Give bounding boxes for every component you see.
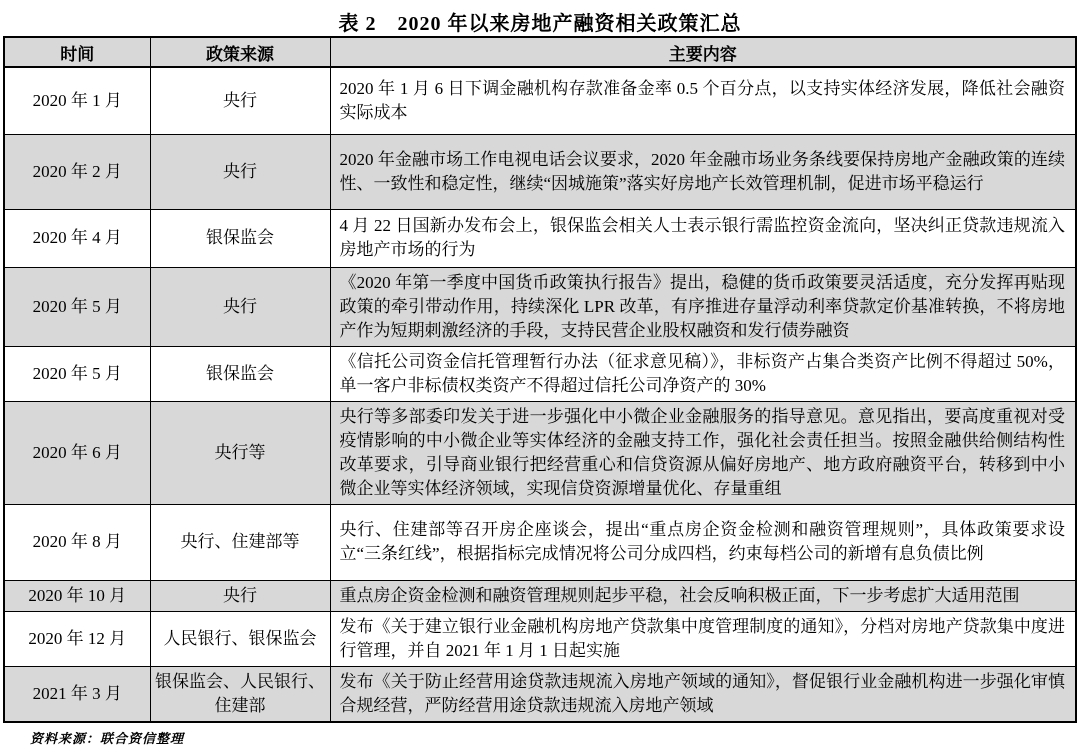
table-row	[4, 401, 1076, 504]
policy-table	[3, 36, 1077, 723]
cell-content: 《信托公司资金信托管理暂行办法（征求意见稿）》，非标资产占集合类资产比例不得超过 50%，单一客户非标债权类资产不得超过信托公司净资产的 30%	[330, 346, 1076, 401]
table-row	[4, 346, 1076, 401]
col-header-content: 主要内容	[330, 37, 1076, 67]
table-row	[4, 134, 1076, 209]
cell-source: 央行	[150, 67, 330, 134]
cell-source: 银保监会	[150, 346, 330, 401]
cell-time: 2020 年 8 月	[4, 504, 150, 580]
col-header-source: 政策来源	[150, 37, 330, 67]
cell-source: 央行	[150, 580, 330, 611]
cell-time: 2020 年 5 月	[4, 267, 150, 346]
cell-source: 央行	[150, 267, 330, 346]
cell-time: 2020 年 1 月	[4, 67, 150, 134]
cell-content: 发布《关于建立银行业金融机构房地产贷款集中度管理制度的通知》，分档对房地产贷款集中度进行管理，并自 2021 年 1 月 1 日起实施	[330, 611, 1076, 666]
cell-content: 2020 年 1 月 6 日下调金融机构存款准备金率 0.5 个百分点，以支持实体经济发展，降低社会融资实际成本	[330, 67, 1076, 134]
cell-content: 央行、住建部等召开房企座谈会，提出“重点房企资金检测和融资管理规则”，具体政策要求设立“三条红线”，根据指标完成情况将公司分成四档，约束每档公司的新增有息负债比例	[330, 504, 1076, 580]
col-header-time: 时间	[4, 37, 150, 67]
cell-source: 央行、住建部等	[150, 504, 330, 580]
cell-time: 2020 年 12 月	[4, 611, 150, 666]
cell-source: 央行等	[150, 401, 330, 504]
cell-content: 发布《关于防止经营用途贷款违规流入房地产领域的通知》，督促银行业金融机构进一步强化审慎合规经营，严防经营用途贷款违规流入房地产领域	[330, 666, 1076, 722]
table-header-row	[4, 37, 1076, 67]
table-row	[4, 267, 1076, 346]
cell-content: 央行等多部委印发关于进一步强化中小微企业金融服务的指导意见。意见指出，要高度重视对受疫情影响的中小微企业等实体经济的金融支持工作，强化社会责任担当。按照金融供给侧结构性改革要求，引导商业银行把经营重心和信贷资源从偏好房地产、地方政府融资平台，转移到中小微企业等实体经济领域，实现信贷资源增量优化、存量重组	[330, 401, 1076, 504]
source-note: 资料来源：联合资信整理	[30, 730, 185, 746]
cell-time: 2020 年 2 月	[4, 134, 150, 209]
cell-content: 4 月 22 日国新办发布会上，银保监会相关人士表示银行需监控资金流向，坚决纠正贷款违规流入房地产市场的行为	[330, 209, 1076, 267]
table-row	[4, 666, 1076, 722]
cell-time: 2020 年 4 月	[4, 209, 150, 267]
cell-source: 央行	[150, 134, 330, 209]
cell-content: 重点房企资金检测和融资管理规则起步平稳，社会反响积极正面，下一步考虑扩大适用范围	[330, 580, 1076, 611]
table-row	[4, 504, 1076, 580]
table-row	[4, 580, 1076, 611]
cell-source: 银保监会	[150, 209, 330, 267]
cell-time: 2020 年 10 月	[4, 580, 150, 611]
table-row	[4, 611, 1076, 666]
cell-source: 银保监会、人民银行、住建部	[150, 666, 330, 722]
table-row	[4, 209, 1076, 267]
cell-time: 2021 年 3 月	[4, 666, 150, 722]
cell-source: 人民银行、银保监会	[150, 611, 330, 666]
table-row	[4, 67, 1076, 134]
table-title: 表 2 2020 年以来房地产融资相关政策汇总	[338, 13, 742, 35]
cell-time: 2020 年 5 月	[4, 346, 150, 401]
cell-content: 2020 年金融市场工作电视电话会议要求，2020 年金融市场业务条线要保持房地产金融政策的连续性、一致性和稳定性，继续“因城施策”落实好房地产长效管理机制，促进市场平稳运行	[330, 134, 1076, 209]
cell-time: 2020 年 6 月	[4, 401, 150, 504]
cell-content: 《2020 年第一季度中国货币政策执行报告》提出，稳健的货币政策要灵活适度，充分发挥再贴现政策的牵引带动作用，持续深化 LPR 改革，有序推进存量浮动利率贷款定价基准转换，不将房地产作为短期刺激经济的手段，支持民营企业股权融资和发行债券融资	[330, 267, 1076, 346]
